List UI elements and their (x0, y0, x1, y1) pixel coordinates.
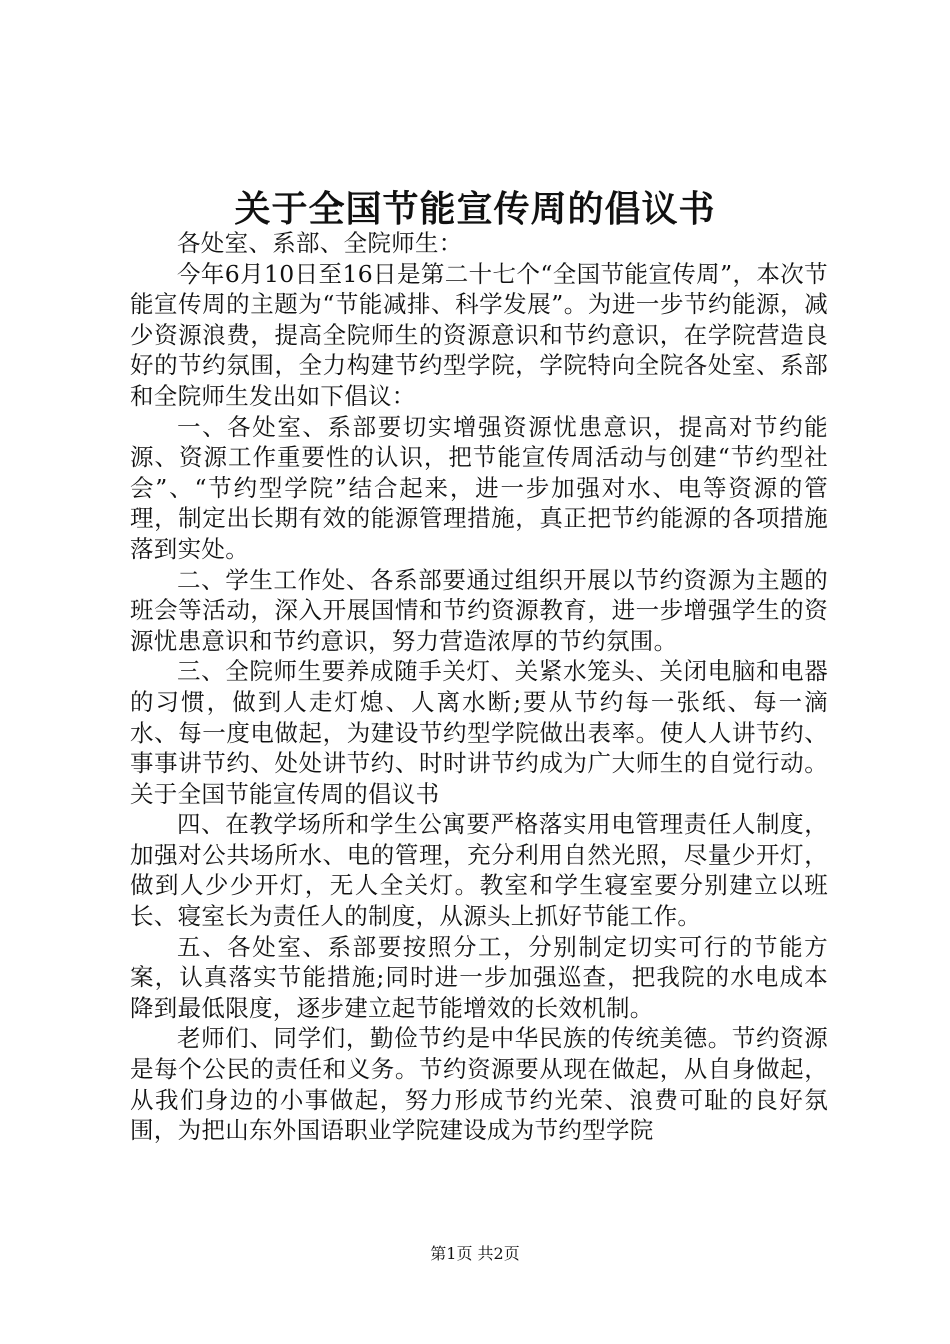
page-indicator: 第1页 共2页 (430, 1244, 520, 1263)
paragraph-item-2: 二、学生工作处、各系部要通过组织开展以节约资源为主题的班会等活动，深入开展国情和节约资源教育，进一步增强学生的资源忧患意识和节约意识，努力营造浓厚的节约氛围。 (130, 565, 828, 655)
paragraph-closing: 老师们、同学们，勤俭节约是中华民族的传统美德。节约资源是每个公民的责任和义务。节约资源要从现在做起，从自身做起，从我们身边的小事做起，努力形成节约光荣、浪费可耻的良好氛围，为把山东外国语职业学院建设成为节约型学院 (130, 1024, 828, 1145)
paragraph-item-3: 三、全院师生要养成随手关灯、关紧水笼头、关闭电脑和电器的习惯，做到人走灯熄、人离水断;要从节约每一张纸、每一滴水、每一度电做起，为建设节约型学院做出表率。使人人讲节约、事事讲节约、处处讲节约、时时讲节约成为广大师生的自觉行动。关于全国节能宣传周的倡议书 (130, 657, 828, 808)
paragraph-item-1: 一、各处室、系部要切实增强资源忧患意识，提高对节约能源、资源工作重要性的认识，把节能宣传周活动与创建“节约型社会”、“节约型学院”结合起来，进一步加强对水、电等资源的管理，制定出长期有效的能源管理措施，真正把节约能源的各项措施落到实处。 (130, 412, 828, 563)
document-body (130, 228, 828, 1146)
paragraph-intro: 今年6月10日至16日是第二十七个“全国节能宣传周”，本次节能宣传周的主题为“节能减排、科学发展”。为进一步节约能源，减少资源浪费，提高全院师生的资源意识和节约意识，在学院营造良好的节约氛围，全力构建节约型学院，学院特向全院各处室、系部和全院师生发出如下倡议： (130, 259, 828, 410)
paragraph-item-4: 四、在教学场所和学生公寓要严格落实用电管理责任人制度，加强对公共场所水、电的管理，充分利用自然光照，尽量少开灯，做到人少少开灯，无人全关灯。教室和学生寝室要分别建立以班长、寝室长为责任人的制度，从源头上抓好节能工作。 (130, 810, 828, 931)
salutation: 各处室、系部、全院师生： (177, 229, 463, 257)
paragraph-item-5: 五、各处室、系部要按照分工，分别制定切实可行的节能方案，认真落实节能措施;同时进一步加强巡查，把我院的水电成本降到最低限度，逐步建立起节能增效的长效机制。 (130, 932, 828, 1022)
document-title: 关于全国节能宣传周的倡议书 (234, 188, 716, 230)
